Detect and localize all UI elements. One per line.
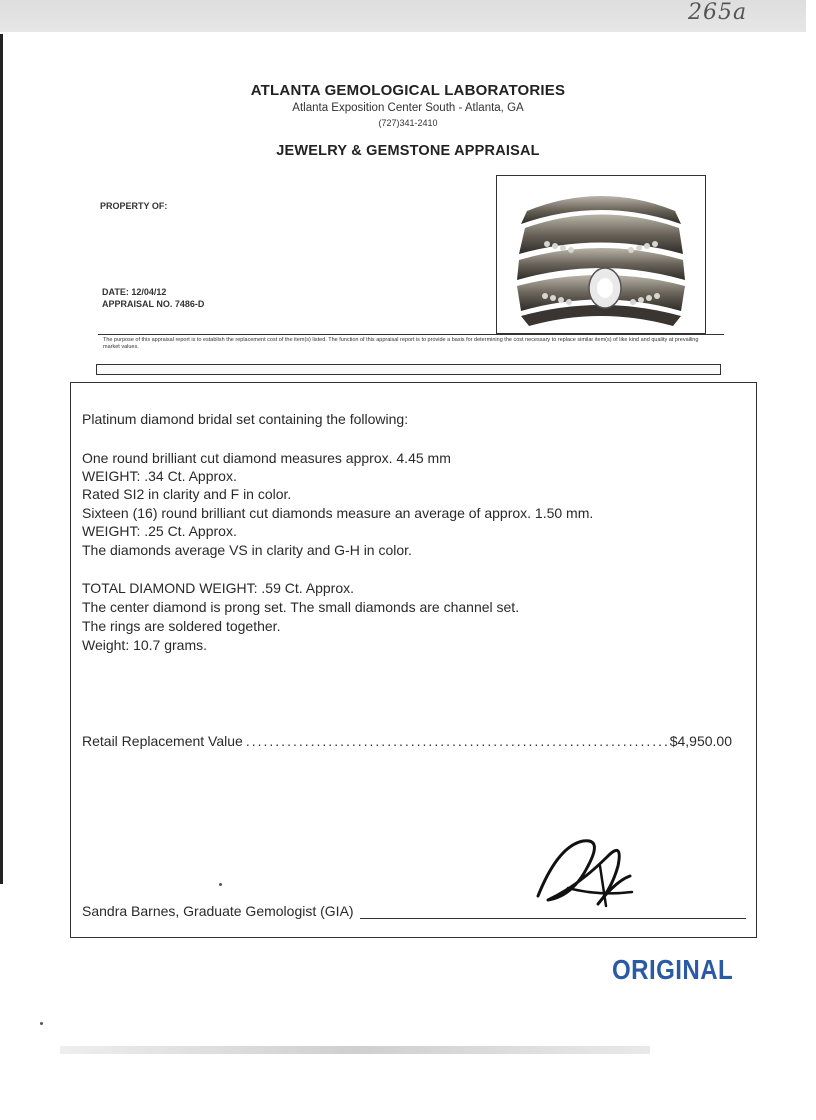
retail-value-amount: $4,950.00 bbox=[669, 733, 732, 749]
signature-icon bbox=[528, 826, 638, 912]
signature-line bbox=[82, 903, 746, 919]
ring-icon bbox=[497, 176, 705, 333]
ring-photo bbox=[496, 175, 706, 334]
description-line: Rated SI2 in clarity and F in color. bbox=[82, 486, 292, 502]
lab-phone: (727)341-2410 bbox=[378, 118, 438, 128]
summary-line: The center diamond is prong set. The small diamonds are channel set. bbox=[82, 599, 520, 615]
lab-address: Atlanta Exposition Center South - Atlanta, GA bbox=[292, 102, 524, 114]
property-of-label: PROPERTY OF: bbox=[100, 201, 168, 211]
summary-line: The rings are soldered together. bbox=[82, 618, 281, 634]
description-line: One round brilliant cut diamond measures approx. 4.45 mm bbox=[82, 450, 451, 466]
signature-underline bbox=[360, 906, 746, 919]
appraisal-number: APPRAISAL NO. 7486-D bbox=[102, 299, 205, 309]
purpose-rule bbox=[98, 334, 724, 335]
description-intro: Platinum diamond bridal set containing the following: bbox=[82, 411, 409, 427]
document-title: JEWELRY & GEMSTONE APPRAISAL bbox=[276, 143, 540, 159]
description-line: Sixteen (16) round brilliant cut diamonds measure an average of approx. 1.50 mm. bbox=[82, 505, 594, 521]
description-line: WEIGHT: .25 Ct. Approx. bbox=[82, 523, 237, 539]
header-bar bbox=[96, 364, 721, 375]
scan-speck bbox=[219, 883, 222, 886]
purpose-statement: The purpose of this appraisal report is to establish the replacement cost of the item(s) listed. The function of this appraisal report is to provide a basis for determining the cost necessary to replace similar item(s) of like kind and quality at prevailing market values. bbox=[103, 337, 699, 350]
lab-name: ATLANTA GEMOLOGICAL LABORATORIES bbox=[250, 82, 566, 99]
description-line: WEIGHT: .34 Ct. Approx. bbox=[82, 468, 237, 484]
description-line: The diamonds average VS in clarity and G-H in color. bbox=[82, 542, 412, 558]
date-line: DATE: 12/04/12 bbox=[102, 287, 167, 297]
scan-speck bbox=[40, 1022, 43, 1025]
scan-bottom-shade bbox=[60, 1046, 650, 1054]
signatory-name: Sandra Barnes, Graduate Gemologist (GIA) bbox=[82, 903, 354, 919]
summary-line: TOTAL DIAMOND WEIGHT: .59 Ct. Approx. bbox=[82, 580, 355, 596]
retail-value-label: Retail Replacement Value bbox=[82, 733, 243, 749]
original-stamp: ORIGINAL bbox=[612, 954, 734, 985]
scan-top-shade bbox=[0, 0, 806, 32]
leader-dots bbox=[246, 733, 667, 749]
left-margin-rule bbox=[0, 34, 3, 884]
retail-value-line bbox=[82, 733, 732, 749]
summary-line: Weight: 10.7 grams. bbox=[82, 637, 208, 653]
handwritten-note: 265a bbox=[688, 0, 748, 25]
